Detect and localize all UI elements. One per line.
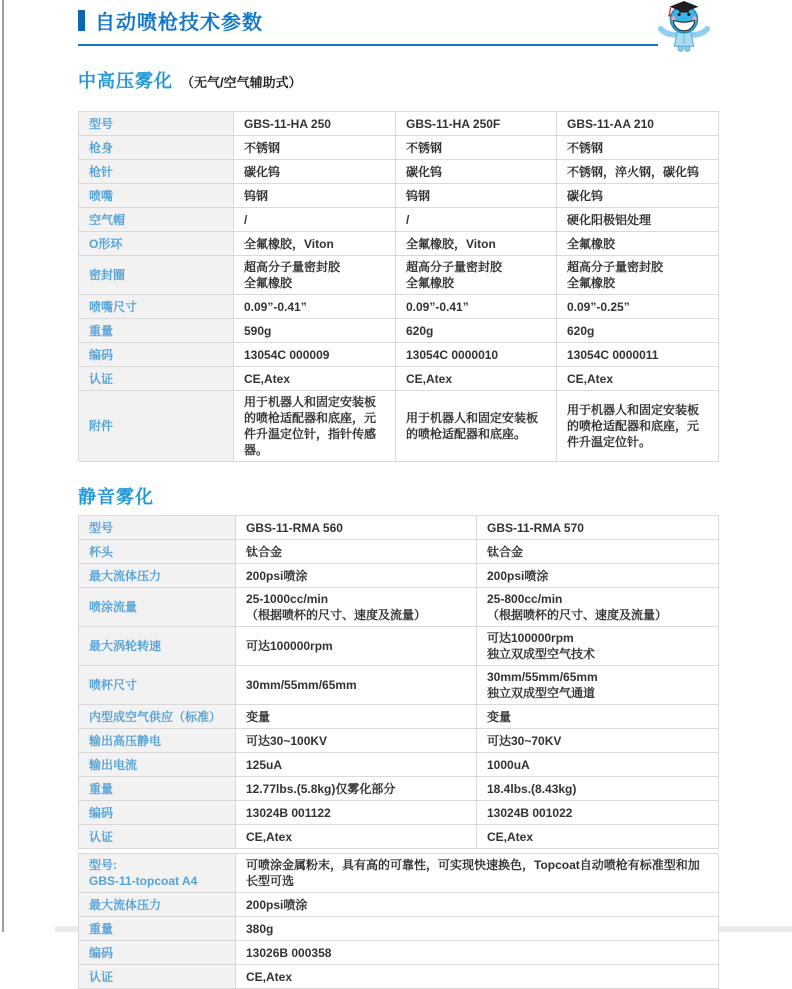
spec-table-mid-high-pressure: [78, 111, 719, 462]
section-topcoat: [78, 853, 718, 989]
row-value: GBS-11-HA 250: [234, 112, 396, 136]
row-value: CE,Atex: [234, 367, 396, 391]
row-label: 重量: [79, 777, 236, 801]
row-value: 钛合金: [477, 540, 719, 564]
row-label: 密封圈: [79, 256, 234, 295]
row-label: 枪身: [79, 136, 234, 160]
row-value: GBS-11-RMA 570: [477, 516, 719, 540]
row-value: 18.4lbs.(8.43kg): [477, 777, 719, 801]
row-value: 30mm/55mm/65mm 独立双成型空气通道: [477, 666, 719, 705]
row-label: 型号: GBS-11-topcoat A4: [79, 854, 236, 893]
row-value: /: [234, 208, 396, 232]
row-label: 杯头: [79, 540, 236, 564]
row-value: 碳化钨: [234, 160, 396, 184]
row-value: 13026B 000358: [236, 941, 719, 965]
table-row: [79, 941, 719, 965]
row-label: 认证: [79, 825, 236, 849]
row-value: 可达100000rpm: [236, 627, 477, 666]
row-value: 用于机器人和固定安装板的喷枪适配器和底座，元件升温定位针。: [557, 391, 719, 462]
section-heading: 静音雾化: [78, 487, 154, 507]
row-value: 可达30~70KV: [477, 729, 719, 753]
row-value: 125uA: [236, 753, 477, 777]
section-heading: 中高压雾化: [78, 71, 173, 91]
row-value: GBS-11-AA 210: [557, 112, 719, 136]
row-value: 不锈钢: [234, 136, 396, 160]
spec-table-topcoat: [78, 853, 719, 989]
table-row: [79, 208, 719, 232]
table-row: [79, 753, 719, 777]
row-label: 内型成空气供应（标准）: [79, 705, 236, 729]
section-mid-high-pressure: [78, 67, 718, 462]
table-row: [79, 184, 719, 208]
row-value: 变量: [477, 705, 719, 729]
row-value: 1000uA: [477, 753, 719, 777]
row-label: 喷杯尺寸: [79, 666, 236, 705]
table-row: [79, 516, 719, 540]
table-row: [79, 801, 719, 825]
row-value: 不锈钢: [557, 136, 719, 160]
row-value: 0.09”-0.41”: [396, 295, 557, 319]
table-row: [79, 917, 719, 941]
table-row: [79, 965, 719, 989]
row-value: 用于机器人和固定安装板的喷枪适配器和底座，元件升温定位针，指针传感器。: [234, 391, 396, 462]
row-value: 13054C 0000010: [396, 343, 557, 367]
row-label: 重量: [79, 917, 236, 941]
row-value: 超高分子量密封胶 全氟橡胶: [396, 256, 557, 295]
row-value: 钨钢: [396, 184, 557, 208]
row-value: 13054C 0000011: [557, 343, 719, 367]
row-label: 认证: [79, 367, 234, 391]
row-label: 枪针: [79, 160, 234, 184]
row-label: 附件: [79, 391, 234, 462]
row-value: 超高分子量密封胶 全氟橡胶: [234, 256, 396, 295]
row-value: 13024B 001122: [236, 801, 477, 825]
row-label: 认证: [79, 965, 236, 989]
row-label: 编码: [79, 801, 236, 825]
row-value: CE,Atex: [236, 825, 477, 849]
row-value: 硬化阳极铝处理: [557, 208, 719, 232]
table-row: [79, 540, 719, 564]
page-header: [78, 6, 718, 35]
row-value: 超高分子量密封胶 全氟橡胶: [557, 256, 719, 295]
row-value: CE,Atex: [236, 965, 719, 989]
row-value: 不锈钢: [396, 136, 557, 160]
page-content: [78, 6, 718, 989]
row-value: 13054C 000009: [234, 343, 396, 367]
table-row: [79, 391, 719, 462]
row-value: 碳化钨: [396, 160, 557, 184]
row-value: 变量: [236, 705, 477, 729]
row-value: CE,Atex: [477, 825, 719, 849]
row-label: 喷嘴尺寸: [79, 295, 234, 319]
row-value: 12.77lbs.(5.8kg)仅雾化部分: [236, 777, 477, 801]
row-label: 编码: [79, 941, 236, 965]
row-value: 200psi喷涂: [236, 564, 477, 588]
row-value: 200psi喷涂: [236, 893, 719, 917]
row-value: CE,Atex: [557, 367, 719, 391]
row-value: 380g: [236, 917, 719, 941]
title-accent-bar: [78, 10, 85, 31]
row-label: 最大流体压力: [79, 564, 236, 588]
row-label: 编码: [79, 343, 234, 367]
table-row: [79, 319, 719, 343]
table-row: [79, 256, 719, 295]
section-silent-atomization: [78, 483, 718, 849]
spec-table-silent-atomization: [78, 515, 719, 849]
row-label: 喷涂流量: [79, 588, 236, 627]
table-row: [79, 367, 719, 391]
row-value: 不锈钢，淬火钢，碳化钨: [557, 160, 719, 184]
table-row: [79, 705, 719, 729]
row-label: 最大涡轮转速: [79, 627, 236, 666]
table-row: [79, 893, 719, 917]
row-value: 30mm/55mm/65mm: [236, 666, 477, 705]
row-value: 25-1000cc/min （根据喷杯的尺寸、速度及流量）: [236, 588, 477, 627]
table-row: [79, 825, 719, 849]
row-value: 可达100000rpm 独立双成型空气技术: [477, 627, 719, 666]
table-row: [79, 232, 719, 256]
title-underline: [78, 44, 658, 46]
row-label: 最大流体压力: [79, 893, 236, 917]
row-label: 型号: [79, 516, 236, 540]
row-value: 0.09”-0.41”: [234, 295, 396, 319]
row-label: O形环: [79, 232, 234, 256]
row-label: 重量: [79, 319, 234, 343]
row-value: 碳化钨: [557, 184, 719, 208]
table-row: [79, 112, 719, 136]
table-row: [79, 564, 719, 588]
section-heading-note: （无气/空气辅助式）: [181, 75, 302, 90]
row-value: /: [396, 208, 557, 232]
row-value: 620g: [396, 319, 557, 343]
row-label: 空气帽: [79, 208, 234, 232]
row-value: 可喷涂金属粉末，具有高的可靠性，可实现快速换色，Topcoat自动喷枪有标准型和加长型可选: [236, 854, 719, 893]
row-value: GBS-11-HA 250F: [396, 112, 557, 136]
table-row: [79, 136, 719, 160]
row-label: 型号: [79, 112, 234, 136]
row-value: 13024B 001022: [477, 801, 719, 825]
row-value: 200psi喷涂: [477, 564, 719, 588]
table-row: [79, 588, 719, 627]
table-row: [79, 160, 719, 184]
table-row: [79, 627, 719, 666]
table-row: [79, 777, 719, 801]
row-value: 钛合金: [236, 540, 477, 564]
table-row: [79, 295, 719, 319]
table-row: [79, 854, 719, 893]
row-value: 可达30~100KV: [236, 729, 477, 753]
row-value: 全氟橡胶: [557, 232, 719, 256]
row-value: 0.09”-0.25”: [557, 295, 719, 319]
row-value: 全氟橡胶，Viton: [234, 232, 396, 256]
row-value: CE,Atex: [396, 367, 557, 391]
row-label: 输出高压静电: [79, 729, 236, 753]
row-value: 620g: [557, 319, 719, 343]
row-value: 全氟橡胶，Viton: [396, 232, 557, 256]
page-edge-line: [2, 0, 4, 932]
row-value: 590g: [234, 319, 396, 343]
row-value: 钨钢: [234, 184, 396, 208]
row-value: 25-800cc/min （根据喷杯的尺寸、速度及流量）: [477, 588, 719, 627]
page-title: 自动喷枪技术参数: [95, 12, 263, 34]
table-row: [79, 666, 719, 705]
table-row: [79, 343, 719, 367]
row-label: 输出电流: [79, 753, 236, 777]
row-value: 用于机器人和固定安装板的喷枪适配器和底座。: [396, 391, 557, 462]
row-value: GBS-11-RMA 560: [236, 516, 477, 540]
row-label: 喷嘴: [79, 184, 234, 208]
table-row: [79, 729, 719, 753]
